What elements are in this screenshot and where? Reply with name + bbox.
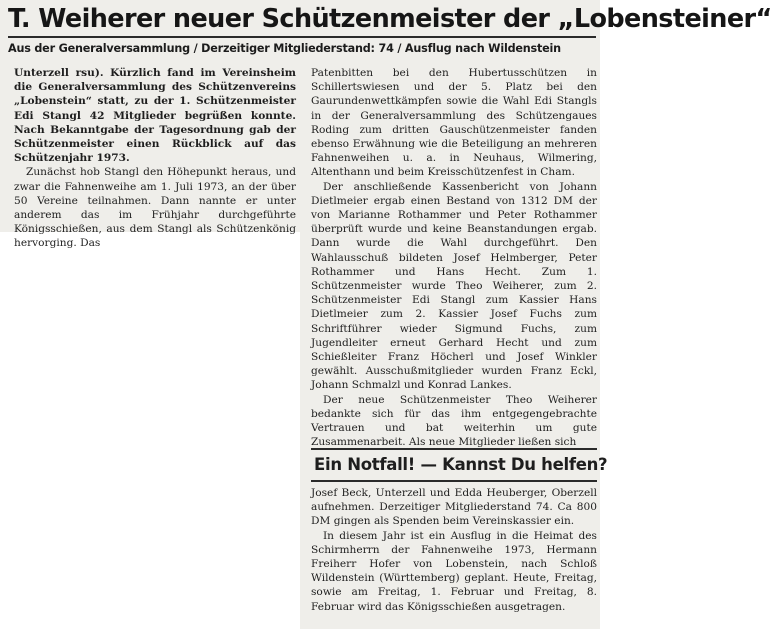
article-subheadline: Aus der Generalversammlung / Derzeitiger Mitgliederstand: 74 / Ausflug nach Wildenstein bbox=[8, 42, 561, 55]
lead-paragraph: Unterzell rsu). Kürzlich fand im Vereinsheim die Generalversammlung des Schützenvereins „Lobenstein“ statt, zu der 1. Schützenmeister Edi Stangl 42 Mitglieder begrüßen konnte. Nach Bekanntgabe der Tagesordnung gab der Schützenmeister einen Rückblick auf das Schützenjahr 1973. bbox=[14, 67, 296, 165]
body-paragraph: Patenbitten bei den Hubertusschützen in Schillertswiesen und der 5. Platz bei den Gaurundenwettkämpfen sowie die Wahl Edi Stangls in der Generalversammlung des Schützengaues Roding zum dritten Gauschützenmeister fanden ebenso Erwähnung wie die Beteiligung an mehreren Fahnenweihen u. a. in Neuhaus, Wilmering, Altenthann und beim Kreisschützenfest in Cham. bbox=[311, 67, 597, 179]
notice-box bbox=[311, 448, 608, 482]
article-headline: T. Weiherer neuer Schützenmeister der „Lobensteiner“ bbox=[8, 4, 772, 34]
blank-area bbox=[0, 232, 300, 629]
headline-rule bbox=[8, 36, 596, 38]
body-paragraph: Josef Beck, Unterzell und Edda Heuberger, Oberzell aufnehmen. Derzeitiger Mitgliederstand 74. Ca 800 DM gingen als Spenden beim Vereinskassier ein. bbox=[311, 487, 597, 528]
body-paragraph: Der neue Schützenmeister Theo Weiherer bedankte sich für das ihm entgegengebrachte Vertrauen und bat weiterhin um gute Zusammenarbeit. Als neue Mitglieder ließen sich bbox=[311, 393, 597, 449]
body-paragraph: In diesem Jahr ist ein Ausflug in die Heimat des Schirmherrn der Fahnenweihe 1973, Hermann Freiherr Hofer von Lobenstein, nach Schloß Wildenstein (Württemberg) geplant. Heute, Freitag, sowie am Freitag, 1. Februar und Freitag, 8. Februar wird das Königsschießen ausgetragen. bbox=[311, 529, 597, 613]
notice-heading: Ein Notfall! — Kannst Du helfen? bbox=[314, 455, 608, 474]
body-paragraph: Zunächst hob Stangl den Höhepunkt heraus, und zwar die Fahnenweihe am 1. Juli 1973, an der über 50 Vereine teilnahmen. Dann nannte er unter anderem das im Frühjahr durchgeführte Königsschießen, aus dem Stangl als Schützenkönig hervorging. Das bbox=[14, 166, 296, 250]
body-paragraph: Der anschließende Kassenbericht von Johann Dietlmeier ergab einen Bestand von 1312 DM der von Marianne Rothammer und Peter Rothammer überprüft wurde und keine Beanstandungen ergab. Dann wurde die Wahl durchgeführt. Den Wahlausschuß bildeten Josef Helmberger, Peter Rothammer und Hans Hecht. Zum 1. Schützenmeister wurde Theo Weiherer, zum 2. Schützenmeister Edi Stangl zum Kassier Hans Dietlmeier zum 2. Kassier Josef Fuchs zum Schriftführer wieder Sigmund Fuchs, zum Jugendleiter erneut Gerhard Hecht und zum Schießleiter Franz Höcherl und Josef Winkler gewählt. Ausschußmitglieder wurden Franz Eckl, Johann Schmalzl und Konrad Lankes. bbox=[311, 180, 597, 392]
right-column-top bbox=[311, 66, 597, 449]
right-column-bottom bbox=[311, 486, 597, 614]
left-column bbox=[14, 66, 296, 251]
